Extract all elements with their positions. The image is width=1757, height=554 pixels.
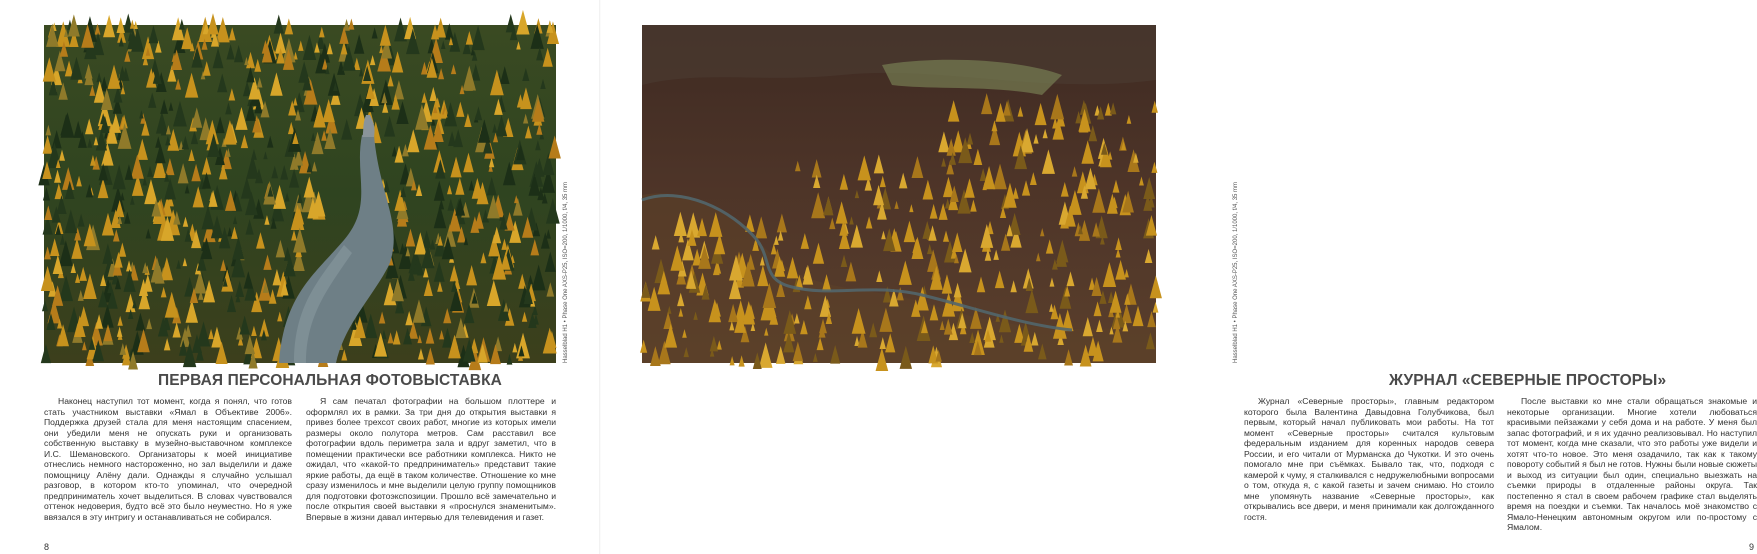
section-title: ЖУРНАЛ «СЕВЕРНЫЕ ПРОСТОРЫ» <box>1389 372 1667 389</box>
text-column <box>306 396 556 522</box>
left-page <box>0 0 600 554</box>
paragraph: Журнал «Северные просторы», главным редактором которого была Валентина Давыдовна Голубчикова, был первым, который начал публиковать мои работы. На тот момент «Северные просторы» считался культовым федеральным изданием для коренных народов севера России, и его читали от Мурманска до Чукотки. И это очень помогало мне при съёмках. Бывало так, что, подходя с камерой к чуму, я сталкивался с недружелюбными вопросами о том, откуда я, с какой газеты и зачем снимаю. Но стоило мне упомянуть название «Северные просторы», как открывались все двери, и меня принимали как долгожданного гостя. <box>1244 396 1494 522</box>
tundra-larch-illustration <box>642 25 1156 363</box>
tree-texture <box>207 13 218 34</box>
text-column <box>1244 396 1494 522</box>
photo-caption: Hasselblad H1 • Phase One AXS-P25, ISO=200, 1/1000, f/4, 35 mm <box>563 181 569 363</box>
page-number: 9 <box>1749 542 1755 552</box>
photo-caption: Hasselblad H1 • Phase One AXS-P25, ISO=200, 1/1000, f/4, 35 mm <box>1233 181 1239 363</box>
paragraph: Я сам печатал фотографии на большом плоттере и оформлял их в рамки. За три дня до открытия выставки я привез более трехсот своих работ, многие из которых имели размеры около полутора метров. Сам расставил все фотографии вдоль периметра зала и вдруг заметил, что в помещении практически все работники комплекса. Никто не ожидал, что «какой-то предприниматель» представит такие яркие работы, да ещё в таком количестве. Отношение ко мне сразу изменилось и мне выделили целую группу помощников для подготовки фотоэкспозиции. Прошло всё замечательно и после открытия своей выставки я «проснулся знаменитым». Впервые в жизни давал интервью для телевидения и газет. <box>306 396 556 522</box>
forest-river-illustration <box>44 25 556 363</box>
paragraph: Наконец наступил тот момент, когда я понял, что готов стать участником выставки «Ямал в Объективе 2006». Поддержка друзей стала для меня настоящим спасением, они убедили меня не опускать руки и организовать собственную выставку в музейно-выставочном комплексе И.С. Шемановского. Организаторы к моей инициативе отнеслись немного настороженно, но зал выделили и даже помощницу Алёну дали. Однажды я случайно услышал разговор, в котором кто-то упоминал, что очередной предприниматель хочет выделиться. В словах чувствовался оттенок недоверия, будто всё это было неуместно. Но я уже ввязался в эту интригу и останавливаться не собирался. <box>44 396 292 522</box>
tree-texture <box>516 10 529 35</box>
tundra-larch-photo <box>642 25 1156 363</box>
tree-texture <box>348 18 354 29</box>
text-column <box>1507 396 1757 533</box>
page-number: 8 <box>44 542 50 552</box>
paragraph: После выставки ко мне стали обращаться знакомые и некоторые организации. Многие хотели любоваться красивыми пейзажами у себя дома и на работе. У меня был запас фотографий, и я их удачно реализовывал. Но наступил тот момент, когда мне сказали, что это работы уже видели и хотят что-то новое. Это меня озадачило, так как к такому повороту событий я был не готов. Нужны были новые сюжеты и выход из ситуации был один, специально выезжать на съемки природы в отдаленные районы округа. Так постепенно я стал в своем рабочем графике стал выделять время на поездки и съемки. Так началось моё знакомство с Ямало-Ненецким автономным округом или по-простому с Ямалом. <box>1507 396 1757 532</box>
section-title: ПЕРВАЯ ПЕРСОНАЛЬНАЯ ФОТОВЫСТАВКА <box>158 372 502 389</box>
tree-texture <box>274 15 284 34</box>
text-column <box>44 396 292 522</box>
autumn-forest-river-photo <box>44 25 556 363</box>
right-page <box>600 0 1757 554</box>
